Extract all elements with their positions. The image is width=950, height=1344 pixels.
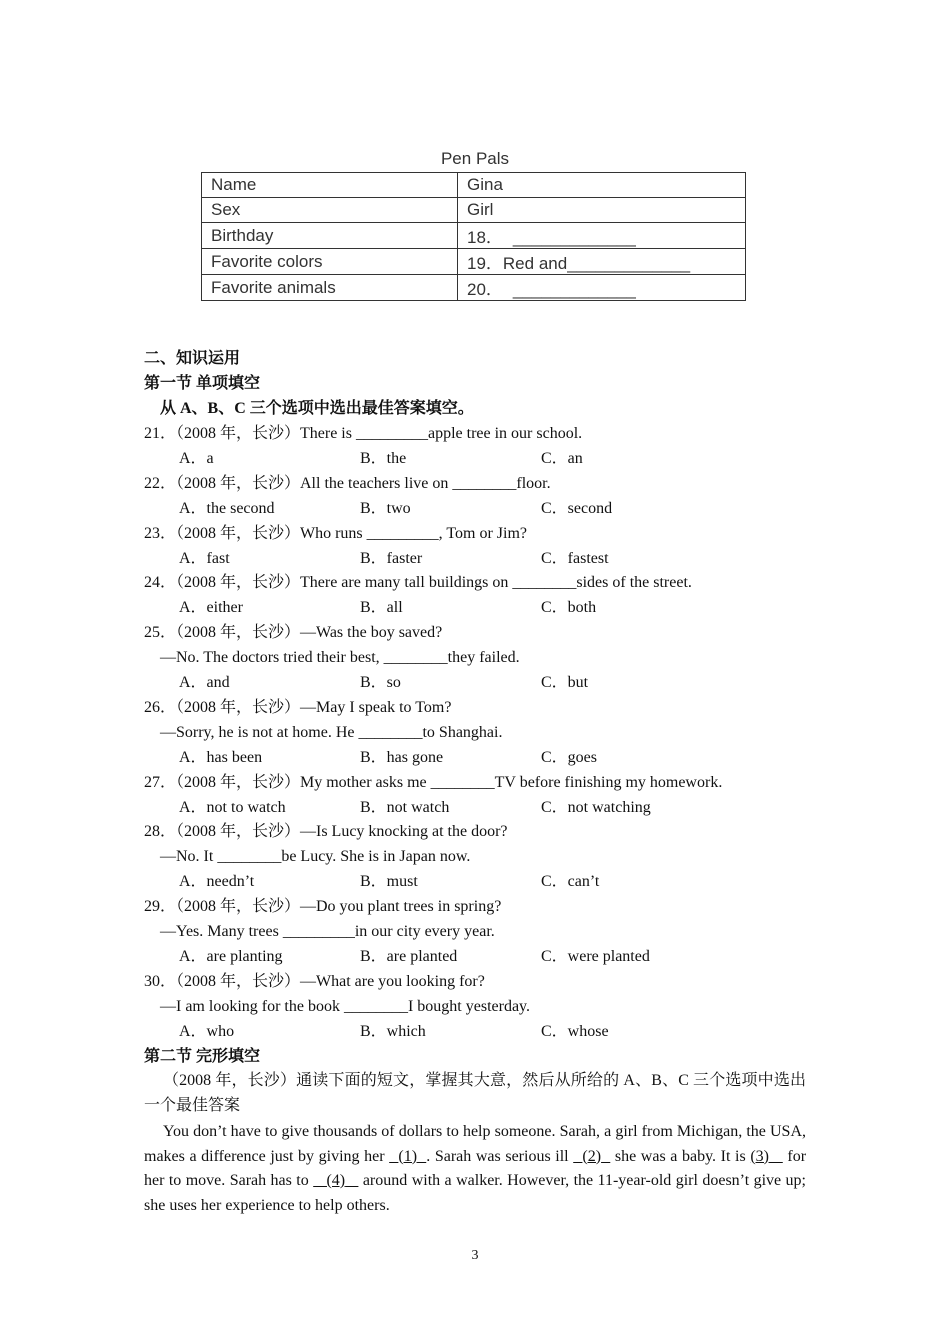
- option-b: B．faster: [360, 549, 423, 567]
- table-row: [202, 249, 746, 275]
- question-stem: 21．（2008 年，长沙）There is _________apple tree in our school.: [144, 425, 583, 442]
- cloze-passage: [144, 1120, 806, 1218]
- option-a: A．either: [179, 599, 243, 617]
- section2-instruction: （2008 年，长沙）通读下面的短文，掌握其大意，然后从所给的 A、B、C 三个选项中选出一个最佳答案: [144, 1072, 806, 1114]
- option-c: C．goes: [541, 748, 598, 766]
- option-c: C．both: [541, 599, 597, 617]
- row-label: Favorite colors: [202, 249, 458, 275]
- value-text: 20．: [467, 280, 503, 299]
- passage-text: You don’t have to give thousands of dollars to help someone. Sarah, a girl from Michigan, the USA, makes a difference just by giving her: [144, 1123, 806, 1165]
- page-number: 3: [471, 1248, 479, 1263]
- row-label: Sex: [202, 198, 458, 223]
- option-b: B．are planted: [360, 947, 458, 965]
- option-c: C．can’t: [541, 873, 600, 891]
- option-b: B．not watch: [360, 798, 450, 816]
- option-b: B．which: [360, 1022, 426, 1040]
- question-stem: 25．（2008 年，长沙）—Was the boy saved?: [144, 624, 443, 642]
- table-row: [202, 173, 746, 198]
- question-stem: 30．（2008 年，长沙）—What are you looking for?: [144, 972, 485, 990]
- option-c: C．were planted: [541, 947, 650, 965]
- question-stem: 29．（2008 年，长沙）—Do you plant trees in spring?: [144, 898, 502, 916]
- question-stem: 26．（2008 年，长沙）—May I speak to Tom?: [144, 698, 452, 716]
- section1-heading: 第一节 单项填空: [144, 375, 261, 392]
- passage-text: around with a walker. However, the 11-year-old girl doesn’t give up; she uses her experience to help others.: [144, 1172, 807, 1214]
- passage-text: for her to move. Sarah has to: [144, 1147, 807, 1189]
- option-a: A．are planting: [179, 947, 283, 965]
- option-a: A．needn’t: [179, 873, 255, 891]
- row-label: Name: [202, 173, 458, 198]
- question-stem: 24．（2008 年，长沙）There are many tall buildings on ________sides of the street.: [144, 574, 692, 592]
- value-text: 18．: [467, 228, 503, 247]
- question-stem: 28．（2008 年，长沙）—Is Lucy knocking at the door?: [144, 823, 508, 841]
- option-a: A．fast: [179, 549, 230, 567]
- option-c: C．but: [541, 674, 589, 691]
- option-b: B．must: [360, 873, 418, 891]
- option-b: B．has gone: [360, 748, 444, 766]
- answer-blank: _____________: [512, 228, 636, 247]
- question-stem: 22．（2008 年，长沙）All the teachers live on ________floor.: [144, 474, 551, 492]
- blank-3: (3): [750, 1147, 769, 1165]
- option-a: A．a: [179, 449, 214, 467]
- question-response: —No. It ________be Lucy. She is in Japan now.: [160, 848, 471, 866]
- answer-blank: _____________: [512, 280, 636, 299]
- option-b: B．all: [360, 599, 403, 617]
- option-c: C．whose: [541, 1022, 609, 1040]
- blank-4: (4): [326, 1172, 346, 1189]
- question-response: —Sorry, he is not at home. He ________to Shanghai.: [160, 723, 503, 741]
- row-value: [458, 223, 746, 249]
- option-c: C．second: [541, 499, 613, 517]
- row-value: [458, 249, 746, 275]
- section1-instruction: 从 A、B、C 三个选项中选出最佳答案填空。: [160, 400, 474, 417]
- question-response: —No. The doctors tried their best, ________they failed.: [160, 649, 520, 667]
- table-row: [202, 223, 746, 249]
- value-text: Girl: [467, 200, 494, 219]
- option-a: A．not to watch: [179, 798, 286, 816]
- passage-text: . Sarah was serious ill: [426, 1147, 574, 1165]
- table-row: [202, 198, 746, 223]
- option-a: A．and: [179, 674, 230, 691]
- blank-1: (1): [398, 1147, 418, 1165]
- option-b: B．the: [360, 449, 407, 467]
- row-value: [458, 198, 746, 223]
- answer-blank: _____________: [567, 254, 691, 273]
- passage-text: she was a baby. It is: [610, 1147, 751, 1165]
- blank-2: (2): [582, 1147, 602, 1165]
- pen-pals-table: [201, 172, 746, 301]
- value-text: Gina: [467, 175, 503, 194]
- question-stem: 27．（2008 年，长沙）My mother asks me ________TV before finishing my homework.: [144, 773, 723, 791]
- option-a: A．who: [179, 1022, 235, 1040]
- option-c: C．fastest: [541, 549, 609, 567]
- question-response: —I am looking for the book ________I bought yesterday.: [160, 997, 531, 1015]
- option-c: C．not watching: [541, 798, 651, 816]
- row-value: [458, 275, 746, 301]
- table-caption: Pen Pals: [440, 149, 510, 168]
- part2-heading: 二、知识运用: [144, 350, 241, 367]
- table-row: [202, 275, 746, 301]
- row-label: Favorite animals: [202, 275, 458, 301]
- question-stem: 23．（2008 年，长沙）Who runs _________, Tom or Jim?: [144, 524, 528, 542]
- option-a: A．has been: [179, 748, 263, 766]
- option-b: B．two: [360, 499, 411, 517]
- section2-heading: 第二节 完形填空: [144, 1048, 261, 1065]
- value-text: 19．Red and: [467, 254, 568, 273]
- row-label: Birthday: [202, 223, 458, 249]
- option-b: B．so: [360, 674, 401, 691]
- question-response: —Yes. Many trees _________in our city every year.: [160, 923, 495, 940]
- row-value: [458, 173, 746, 198]
- option-c: C．an: [541, 449, 583, 467]
- option-a: A．the second: [179, 499, 275, 517]
